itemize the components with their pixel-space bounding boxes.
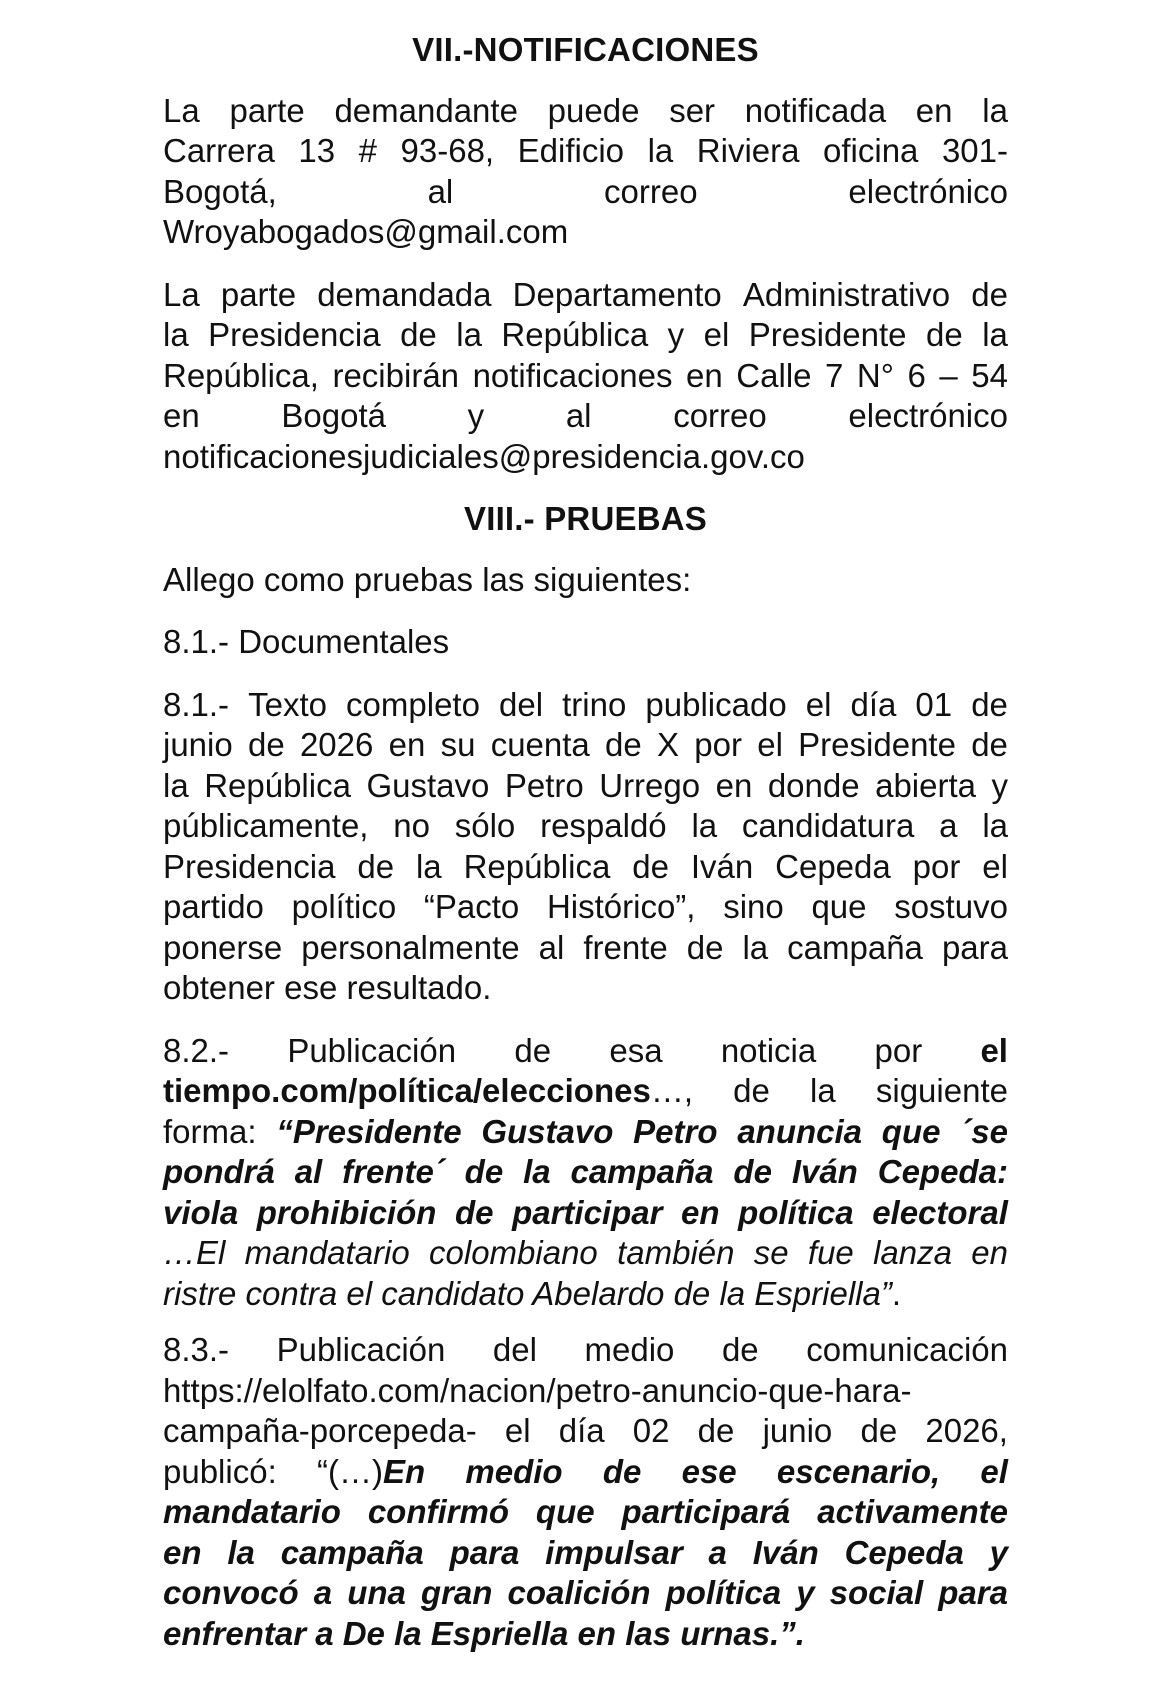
word: Iván xyxy=(690,847,754,885)
word: Petro xyxy=(504,766,584,804)
word: cuenta xyxy=(490,726,590,763)
text-line xyxy=(163,275,1008,316)
word: N° xyxy=(856,356,894,394)
word: y xyxy=(796,1574,815,1611)
word: por xyxy=(912,847,961,885)
word: Riviera xyxy=(696,132,800,169)
word: por xyxy=(874,1031,923,1069)
word: colombiano xyxy=(429,1234,598,1271)
text-line xyxy=(163,928,1008,969)
word: la xyxy=(163,766,189,804)
word: esa xyxy=(609,1031,663,1069)
word: noticia xyxy=(720,1031,817,1069)
word: Publicación xyxy=(287,1031,457,1069)
word: Petro xyxy=(633,1112,718,1150)
word: de xyxy=(400,316,437,353)
word: el xyxy=(980,1452,1008,1490)
word: una xyxy=(347,1574,406,1611)
word: La xyxy=(163,91,200,129)
word: junio xyxy=(163,726,233,763)
word: Urrego xyxy=(599,766,701,804)
word: de xyxy=(602,1452,642,1490)
text-line xyxy=(163,887,1008,928)
word: puede xyxy=(547,91,640,129)
word: la xyxy=(691,807,718,844)
word: de xyxy=(971,726,1008,763)
word: Publicación xyxy=(276,1331,446,1368)
word: 93-68, xyxy=(400,132,495,169)
word: para xyxy=(938,1574,1008,1611)
period: . xyxy=(891,1274,902,1312)
text-line xyxy=(163,356,1008,397)
word: 02 xyxy=(632,1412,670,1449)
text-line xyxy=(163,315,1008,356)
email-demandante: Wroyabogados@gmail.com xyxy=(163,213,569,250)
word: de xyxy=(357,847,395,885)
word: la xyxy=(647,132,674,169)
word: medio xyxy=(584,1331,675,1368)
word: X xyxy=(657,726,680,763)
word: demandante xyxy=(334,91,518,129)
word: frente xyxy=(583,928,668,966)
word: medio xyxy=(465,1452,563,1490)
word: recibirán xyxy=(332,356,460,394)
word: para xyxy=(449,1533,520,1571)
word: parte xyxy=(220,275,297,313)
word: 54 xyxy=(971,356,1008,394)
word: 2026 xyxy=(299,726,374,763)
word: ese xyxy=(681,1452,737,1490)
word: el xyxy=(982,847,1008,885)
word: 6 xyxy=(907,356,926,394)
word: demandada xyxy=(317,275,492,313)
word: pondrá xyxy=(163,1153,275,1190)
text-line xyxy=(163,1031,1008,1072)
word: el xyxy=(703,316,730,353)
prueba-8-2-publicacion-eltiempo xyxy=(163,1031,1008,1315)
word: al xyxy=(294,1153,323,1190)
word: en xyxy=(163,1533,202,1571)
word: Departamento xyxy=(512,275,722,313)
word: públicamente, xyxy=(163,807,369,844)
word: y xyxy=(667,316,685,353)
word: Iván xyxy=(752,1533,819,1571)
text-line xyxy=(163,172,1008,213)
text-line xyxy=(163,766,1008,807)
word: confirmó xyxy=(367,1493,509,1530)
text-line xyxy=(163,1152,1008,1193)
word: trino xyxy=(562,685,627,723)
word: del xyxy=(499,685,544,723)
word: de xyxy=(247,726,285,763)
word: día xyxy=(850,685,897,723)
word: lanza xyxy=(873,1234,952,1271)
word: anuncia xyxy=(737,1112,863,1150)
prueba-8-3-publicacion-elolfato xyxy=(163,1330,1008,1654)
word: tiempo.com/política/elecciones…, xyxy=(163,1072,693,1109)
word: del xyxy=(492,1331,537,1368)
word: de xyxy=(464,1153,504,1190)
text-line xyxy=(163,1492,1008,1533)
word: notificada xyxy=(744,91,887,129)
word: comunicación xyxy=(806,1331,1008,1368)
word: no xyxy=(393,807,430,844)
text-line xyxy=(163,1112,1008,1153)
word: participará xyxy=(621,1493,791,1530)
word: participar xyxy=(512,1193,663,1231)
word: campaña xyxy=(570,1153,714,1190)
text-line xyxy=(163,847,1008,888)
word: el xyxy=(504,1412,531,1449)
word: prohibición xyxy=(256,1193,437,1231)
word: política xyxy=(665,1574,782,1611)
word: ser xyxy=(669,91,716,129)
word: en xyxy=(388,726,426,763)
word: su xyxy=(440,726,476,763)
text-line xyxy=(163,806,1008,847)
word: Presidente xyxy=(798,726,956,763)
word: frente´ xyxy=(342,1153,445,1190)
word: Presidente xyxy=(748,316,907,353)
word: Administrativo xyxy=(742,275,951,313)
word: coalición xyxy=(507,1574,651,1611)
word: 2026, xyxy=(925,1412,1008,1449)
word: República xyxy=(463,847,611,885)
word: Bogotá xyxy=(281,397,386,434)
word: que xyxy=(811,888,867,925)
word: y xyxy=(991,766,1008,804)
word: política xyxy=(738,1193,854,1231)
word: – xyxy=(939,356,958,394)
word: de xyxy=(514,1031,552,1069)
word: Cepeda xyxy=(844,1533,964,1571)
word: la xyxy=(982,316,1008,353)
word: “Pacto xyxy=(423,888,520,925)
word: mandatario xyxy=(244,1234,410,1271)
word: Carrera xyxy=(163,132,275,169)
word: en xyxy=(915,91,953,129)
word: de xyxy=(686,928,724,966)
word: Presidencia xyxy=(208,316,381,353)
word: campaña xyxy=(787,928,923,966)
documentales-subheading: 8.1.- Documentales xyxy=(163,623,450,660)
document-body xyxy=(163,30,1008,1654)
text-line xyxy=(163,1411,1008,1452)
word: a xyxy=(939,807,958,844)
word: en xyxy=(686,356,723,394)
word: República, xyxy=(163,356,319,394)
word: partido xyxy=(163,888,264,925)
word: en xyxy=(715,766,753,804)
word: siguiente xyxy=(875,1072,1008,1109)
word: la xyxy=(982,807,1008,844)
word: Iván xyxy=(791,1153,858,1190)
word: “Presidente xyxy=(276,1112,462,1150)
word: fue xyxy=(807,1234,854,1271)
word: también xyxy=(617,1234,735,1271)
word: respaldó xyxy=(540,807,667,844)
word: que xyxy=(881,1112,941,1150)
word: parte xyxy=(229,91,305,129)
word: Bogotá, xyxy=(163,172,277,210)
word: de xyxy=(860,1412,898,1449)
word: Presidencia xyxy=(163,847,336,885)
word: campaña-porcepeda- xyxy=(163,1412,477,1449)
word: República xyxy=(501,316,649,353)
word: Edificio xyxy=(517,132,625,169)
word: de xyxy=(733,1072,770,1109)
word: la xyxy=(742,928,769,966)
word: impulsar xyxy=(545,1533,683,1571)
word: 13 xyxy=(298,132,336,169)
url-elolfato: https://elolfato.com/nacion/petro-anuncio-que-hara- xyxy=(163,1371,912,1409)
word: la xyxy=(415,847,442,885)
word: de xyxy=(454,1193,494,1231)
word: el xyxy=(980,1031,1008,1069)
text-line xyxy=(163,685,1008,726)
word: 8.2.- xyxy=(163,1031,230,1069)
word: electrónico xyxy=(848,172,1008,210)
word: forma: xyxy=(163,1112,257,1150)
text-line xyxy=(163,1274,1008,1315)
word: y xyxy=(989,1533,1008,1571)
word: de xyxy=(721,1331,759,1368)
text-line xyxy=(163,1233,1008,1274)
word: al xyxy=(538,928,565,966)
word: se xyxy=(753,1234,789,1271)
word: Calle xyxy=(736,356,812,394)
word: electrónico xyxy=(848,397,1008,434)
word: que xyxy=(535,1493,595,1530)
word: Gustavo xyxy=(481,1112,614,1150)
section-heading-pruebas: VIII.- PRUEBAS xyxy=(463,500,707,537)
word: escenario, xyxy=(776,1452,941,1490)
word: “(…)En xyxy=(317,1452,426,1490)
word: de xyxy=(697,1412,735,1449)
word: 8.1.- xyxy=(163,685,230,723)
pruebas-intro: Allego como pruebas las siguientes: xyxy=(163,560,692,598)
email-demandada: notificacionesjudiciales@presidencia.gov.co xyxy=(163,437,805,475)
word: Gustavo xyxy=(366,766,490,804)
word: correo xyxy=(673,397,767,434)
word: sólo xyxy=(454,807,516,844)
word: por xyxy=(694,726,742,763)
text-line xyxy=(163,1452,1008,1493)
word: publicó: xyxy=(163,1452,277,1490)
word: junio xyxy=(762,1412,833,1449)
word: personalmente xyxy=(301,928,520,966)
word: la xyxy=(810,1072,836,1109)
word: La xyxy=(163,275,200,313)
text-line xyxy=(163,1573,1008,1614)
word: la xyxy=(523,1153,551,1190)
word: Histórico”, xyxy=(546,888,696,925)
word: a xyxy=(708,1533,727,1571)
word: la xyxy=(456,316,482,353)
word: electoral xyxy=(872,1193,1008,1231)
word: República xyxy=(204,766,351,804)
word: gran xyxy=(420,1574,493,1611)
word: de xyxy=(632,847,669,885)
word: mandatario xyxy=(163,1493,341,1530)
word: ponerse xyxy=(163,928,283,966)
word: ´se xyxy=(960,1112,1008,1150)
word: el xyxy=(757,726,783,763)
word: convocó xyxy=(163,1574,299,1611)
word: de xyxy=(733,1153,772,1190)
text-line xyxy=(163,396,1008,437)
prueba-8-1-texto-trino xyxy=(163,685,1008,1009)
word: para xyxy=(941,928,1008,966)
word: sino xyxy=(723,888,784,925)
word: y xyxy=(467,397,485,434)
word: a xyxy=(313,1574,333,1611)
word: abierta xyxy=(875,766,976,804)
word: candidatura xyxy=(741,807,915,844)
word: en xyxy=(971,1234,1008,1271)
word: al xyxy=(427,172,454,210)
word: el xyxy=(805,685,832,723)
text-line xyxy=(163,1193,1008,1234)
word: la xyxy=(227,1533,255,1571)
word: oficina xyxy=(823,132,919,169)
text-line xyxy=(163,1533,1008,1574)
word: 301- xyxy=(941,132,1008,169)
paragraph-demandante-notificaciones xyxy=(163,91,1008,253)
text-line: obtener ese resultado. xyxy=(163,969,492,1006)
word: Cepeda xyxy=(775,847,891,885)
word: social xyxy=(829,1574,924,1611)
word: de xyxy=(971,685,1008,723)
word: 8.3.- xyxy=(163,1331,230,1368)
word: de xyxy=(605,726,642,763)
text-line xyxy=(163,725,1008,766)
text-line xyxy=(163,1071,1008,1112)
section-heading-notificaciones: VII.-NOTIFICACIONES xyxy=(412,31,759,68)
word: # xyxy=(358,132,377,169)
word: …El xyxy=(163,1234,226,1271)
word: 7 xyxy=(825,356,844,394)
text-line xyxy=(163,1330,1008,1371)
word: Texto xyxy=(248,685,327,723)
word: al xyxy=(565,397,592,434)
word: viola xyxy=(163,1193,239,1231)
word: notificaciones xyxy=(472,356,673,394)
word: día xyxy=(558,1412,605,1449)
text-line: enfrentar a De la Espriella en las urnas.”. xyxy=(163,1614,805,1652)
quote-end: ristre contra el candidato Abelardo de la Espriella” xyxy=(163,1274,892,1312)
word: de xyxy=(926,316,963,353)
word: de xyxy=(971,275,1008,313)
word: la xyxy=(163,316,189,353)
word: sostuvo xyxy=(894,888,1008,925)
word: completo xyxy=(346,685,480,723)
word: la xyxy=(982,91,1008,129)
word: correo xyxy=(604,172,698,210)
word: político xyxy=(291,888,397,925)
word: 01 xyxy=(915,685,953,723)
word: donde xyxy=(767,766,860,804)
word: campaña xyxy=(280,1533,424,1571)
word: en xyxy=(681,1193,720,1231)
paragraph-demandada-notificaciones xyxy=(163,275,1008,478)
word: en xyxy=(163,397,200,434)
word: activamente xyxy=(817,1493,1008,1530)
word: Cepeda: xyxy=(877,1153,1008,1190)
word: publicado xyxy=(645,685,787,723)
text-line xyxy=(163,131,1008,172)
text-line xyxy=(163,91,1008,132)
